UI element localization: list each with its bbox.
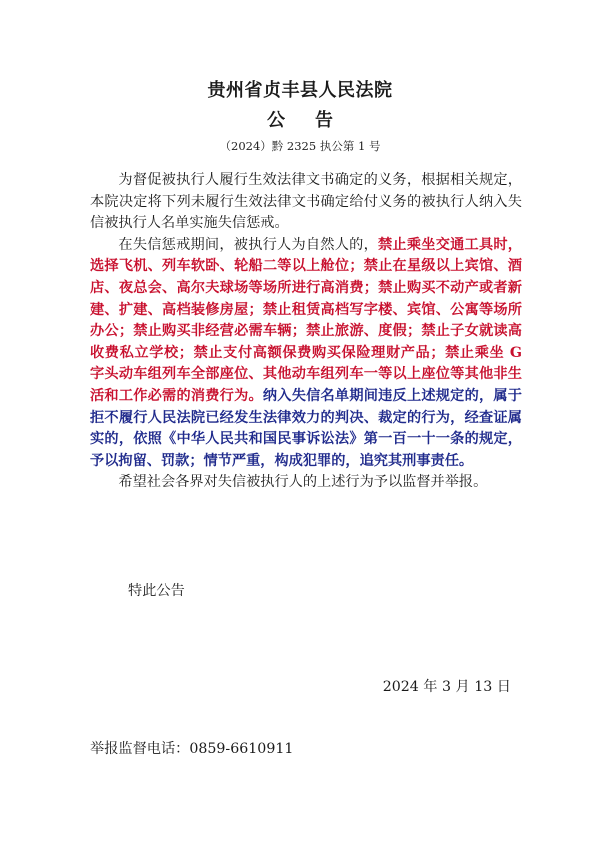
- document-number: （2024）黔 2325 执公第 1 号: [219, 139, 381, 153]
- report-phone: 举报监督电话：0859-6610911: [90, 741, 294, 757]
- paragraph-3: 希望社会各界对失信被执行人的上述行为予以监督并举报。: [118, 474, 488, 491]
- prohibitions-text: 禁止乘坐交通工具时，选择飞机、列车软卧、轮船二等以上舱位；禁止在星级以上宾馆、酒店、夜总会、高尔夫球场等场所进行高消费；禁止购买不动产或者新建、扩建、高档装修房屋；禁止租赁高档写字楼、宾馆、公寓等场所办公；禁止购买非经营必需车辆；禁止旅游、度假；禁止子女就读高收费私立学校；禁止支付高额保费购买保险理财产品；禁止乘坐 G 字头动车组列车全部座位、其他动车组列车一等以上座位等其他非生活和工作必需的消费行为。: [90, 236, 522, 404]
- closing-text: 特此公告: [128, 583, 185, 599]
- paragraph-2-lead: 在失信惩戒期间，被执行人为自然人的，: [118, 236, 378, 253]
- paragraph-1: 为督促被执行人履行生效法律文书确定的义务，根据相关规定，本院决定将下列未履行生效法律文书确定给付义务的被执行人纳入失信被执行人名单实施失信惩戒。: [90, 172, 522, 232]
- court-name: 贵州省贞丰县人民法院: [207, 80, 393, 101]
- penalty-text: 纳入失信名单期间违反上述规定的，属于拒不履行人民法院已经发生法律效力的判决、裁定的行为，经查证属实的，依照《中华人民共和国民事诉讼法》第一百一十一条的规定，予以拘留、罚款；情节严重，构成犯罪的，追究其刑事责任。: [90, 387, 522, 469]
- notice-title: 公告: [267, 110, 363, 131]
- notice-date: 2024 年 3 月 13 日: [382, 679, 511, 695]
- notice-body: [90, 170, 522, 494]
- paragraph-2: [90, 235, 522, 473]
